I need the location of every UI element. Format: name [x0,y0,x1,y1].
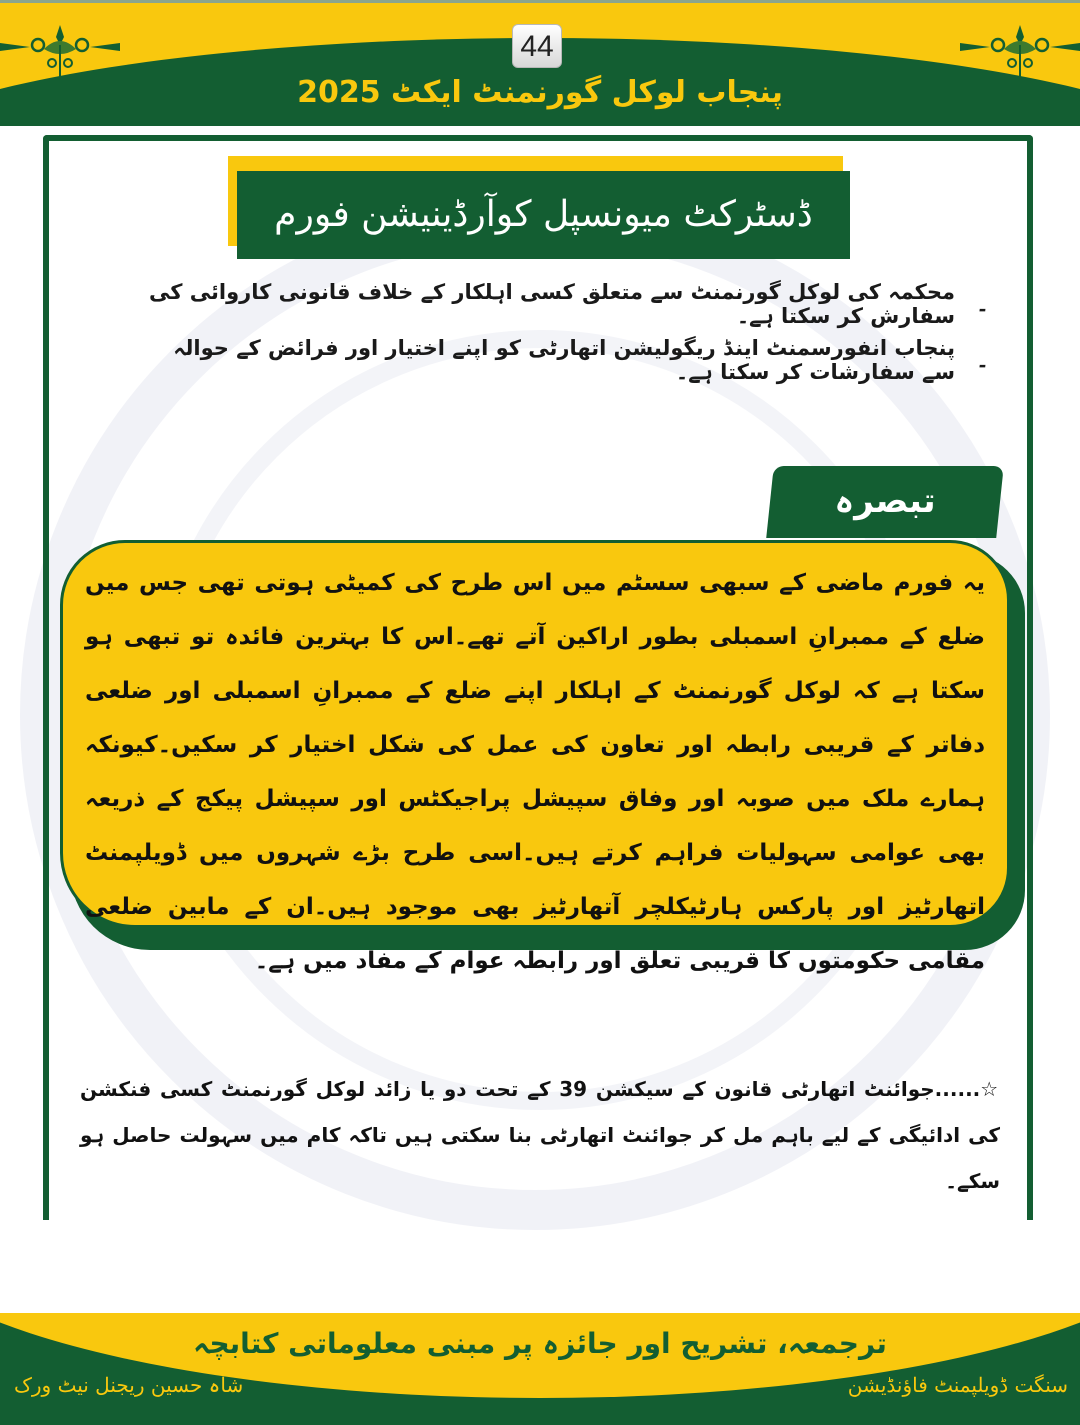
section-heading: ڈسٹرکٹ میونسپل کوآرڈینیشن فورم [237,171,850,259]
bullet-list [140,276,1010,388]
bullet-marker: ۔ [976,291,989,317]
list-item [140,276,1010,332]
page-header [0,0,1080,126]
commentary-text: یہ فورم ماضی کے سبھی سسٹم میں اس طرح کی کمیٹی ہوتی تھی جس میں ضلع کے ممبرانِ اسمبلی بطور اراکین آتے تھے۔اس کا بہترین فائدہ تو تبھی ہو سکتا ہے کہ لوکل گورنمنٹ کے اہلکار اپنے ضلع کے ممبرانِ اسمبلی اور ضلعی دفاتر کے قریبی رابطہ اور تعاون کی عمل کی شکل اختیار کر سکیں۔کیونکہ ہمارے ملک میں صوبہ اور وفاق سپیشل پراجیکٹس اور سپیشل پیکج کے ذریعہ بھی عوامی سہولیات فراہم کرتے ہیں۔اسی طرح بڑے شہروں میں ڈویلپمنٹ اتھارٹیز اور پارکس ہارٹیکلچر آتھارٹیز بھی موجود ہیں۔ان کے مابین ضلعی مقامی حکومتوں کا قریبی تعلق اور رابطہ عوام کے مفاد میں ہے۔ [85,570,985,974]
footnote-text: ......جوائنٹ اتھارٹی قانون کے سیکشن 39 کے تحت دو یا زائد لوکل گورنمنٹ کسی فنکشن کی ادائیگی کے لیے باہم مل کر جوائنٹ اتھارٹی بنا سکتی ہیں تاکہ کام میں سہولت حاصل ہو سکے۔ [80,1077,1000,1193]
fleur-de-lis-flourish-icon [960,23,1080,83]
page-footer [0,1313,1080,1425]
bullet-text: محکمہ کی لوکل گورنمنٹ سے متعلق کسی اہلکار کے خلاف قانونی کاروائی کی سفارش کر سکتا ہے۔ [149,280,955,328]
list-item [140,332,1010,388]
page-number: 44 [512,24,562,68]
bullet-marker: ۔ [976,347,989,373]
footer-title: ترجمعہ، تشریح اور جائزہ پر مبنی معلوماتی کتابچہ [193,1327,887,1360]
document-title: پنجاب لوکل گورنمنٹ ایکٹ 2025 [297,75,783,110]
star-icon: ☆ [980,1077,1000,1101]
footer-org-left: شاہ حسین ریجنل نیٹ ورک [14,1373,244,1397]
footnote [80,1066,1000,1204]
footer-org-right: سنگت ڈویلپمنٹ فاؤنڈیشن [847,1373,1068,1397]
commentary-heading: تبصرہ [834,481,936,521]
bullet-text: پنجاب انفورسمنٹ اینڈ ریگولیشن اتھارٹی کو اپنے اختیار اور فرائض کے حوالہ سے سفارشات کر سکتا ہے۔ [173,336,955,384]
fleur-de-lis-flourish-icon [0,23,120,83]
header-divider [0,125,1080,126]
